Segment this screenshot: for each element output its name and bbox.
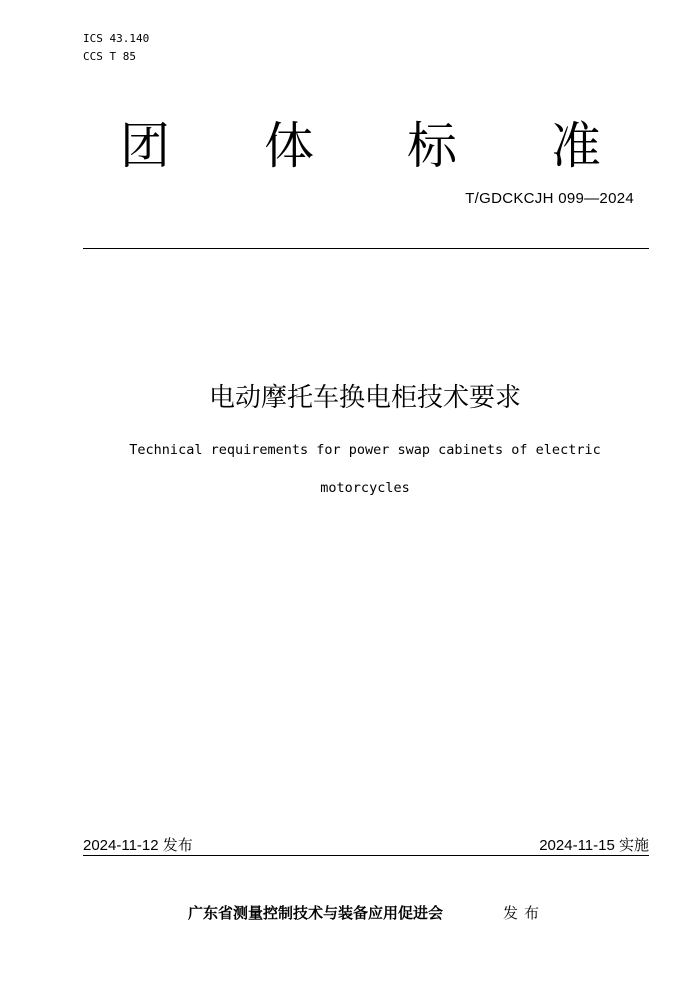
header-divider	[83, 248, 649, 249]
title-english-line-2: motorcycles	[320, 480, 410, 496]
standard-type-char: 团	[120, 117, 170, 175]
standard-type-heading	[0, 116, 700, 176]
issuing-organization: 广东省测量控制技术与装备应用促进会	[188, 904, 444, 922]
document-title-chinese: 电动摩托车换电柜技术要求	[208, 383, 521, 413]
ics-code: ICS 43.140	[83, 32, 150, 45]
standard-type-char: 准	[551, 117, 601, 175]
ccs-code: CCS T 85	[83, 50, 136, 63]
standard-type-char: 标	[407, 117, 457, 175]
publish-date: 2024-11-12 发布	[83, 837, 193, 854]
document-title-english	[0, 440, 700, 498]
classification-codes	[83, 30, 149, 66]
issue-label: 发布	[503, 904, 546, 922]
standard-number: T/GDCKCJH 099—2024	[465, 190, 634, 207]
footer-divider	[83, 855, 649, 856]
effective-date: 2024-11-15 实施	[539, 837, 649, 854]
standard-type-char: 体	[264, 117, 314, 175]
title-english-line-1: Technical requirements for power swap cabinets of electric	[129, 442, 601, 458]
